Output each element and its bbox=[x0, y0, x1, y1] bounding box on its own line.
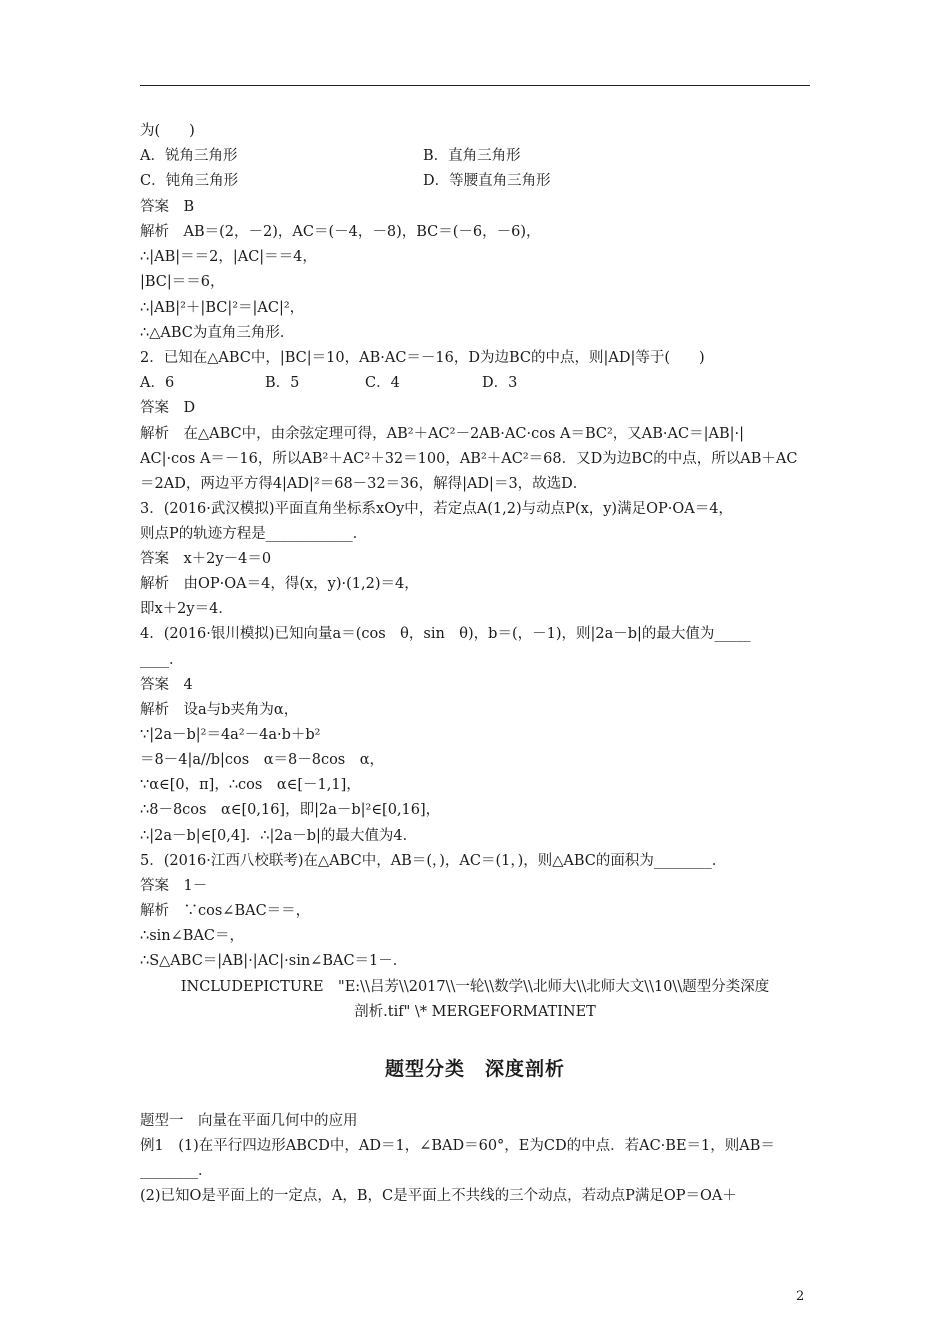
analysis-line: 解析 AB＝(2，－2)，AC＝(－4，－8)，BC＝(－6，－6)， bbox=[140, 224, 541, 240]
q1-options-row-2 bbox=[140, 169, 820, 193]
text-line: ＝2AD，两边平方得4|AD|²＝68－32＝36，解得|AD|＝3，故选D． bbox=[140, 476, 588, 492]
answer-line: 答案 1－ bbox=[140, 878, 208, 894]
text-line: ∵|2a－b|²＝4a²－4a·b＋b² bbox=[140, 727, 321, 743]
include-picture-field-cont: 剖析.tif" \* MERGEFORMATINET bbox=[354, 1004, 596, 1020]
text-line: ∴|AB|²＋|BC|²＝|AC|²， bbox=[140, 300, 305, 316]
text-line: ∴|AB|＝＝2，|AC|＝＝4， bbox=[140, 249, 317, 265]
answer-line: 答案 B bbox=[140, 199, 195, 215]
answer-line: 答案 x＋2y－4＝0 bbox=[140, 551, 272, 567]
topic-title: 题型一 向量在平面几何中的应用 bbox=[140, 1113, 358, 1129]
text-line: AC|·cos A＝－16，所以AB²＋AC²＋32＝100，AB²＋AC²＝68．又D为边BC的中点，所以AB＋AC bbox=[140, 451, 798, 467]
option-d: D．3 bbox=[482, 375, 518, 391]
text-line: ∴|2a－b|∈[0,4]．∴|2a－b|的最大值为4． bbox=[140, 828, 418, 844]
text-line: ∴△ABC为直角三角形． bbox=[140, 325, 295, 341]
option-c: C．4 bbox=[365, 375, 400, 391]
option-b: B．直角三角形 bbox=[423, 148, 521, 164]
text-line: |BC|＝＝6， bbox=[140, 274, 225, 290]
text-line: ∴S△ABC＝|AB|·|AC|·sin∠BAC＝1－． bbox=[140, 953, 408, 969]
option-a: A．6 bbox=[140, 375, 175, 391]
text-line: ∵α∈[0，π]，∴cos α∈[－1,1]， bbox=[140, 777, 361, 793]
text-line: ________． bbox=[140, 1163, 213, 1179]
example-1: 例1 (1)在平行四边形ABCD中，AD＝1，∠BAD＝60°，E为CD的中点．若AC·BE＝1，则AB＝ bbox=[140, 1138, 775, 1154]
question-5: 5．(2016·江西八校联考)在△ABC中，AB＝(，)，AC＝(1，)，则△ABC的面积为________． bbox=[140, 853, 727, 869]
answer-line: 答案 D bbox=[140, 400, 196, 416]
section-heading: 题型分类 深度剖析 bbox=[384, 1058, 565, 1080]
text-line: ∴8－8cos α∈[0,16]，即|2a－b|²∈[0,16]， bbox=[140, 802, 441, 818]
question-3: 3．(2016·武汉模拟)平面直角坐标系xOy中，若定点A(1,2)与动点P(x，y)满足OP·OA＝4， bbox=[140, 501, 733, 517]
include-picture-field: INCLUDEPICTURE "E:\\吕芳\\2017\\一轮\\数学\\北师大\\北师大文\\10\\题型分类深度 bbox=[180, 979, 770, 995]
page-number: 2 bbox=[796, 1289, 805, 1304]
analysis-line: 解析 在△ABC中，由余弦定理可得，AB²＋AC²－2AB·AC·cos A＝BC²，又AB·AC＝|AB|·| bbox=[140, 426, 744, 442]
answer-line: 答案 4 bbox=[140, 677, 193, 693]
option-b: B．5 bbox=[265, 375, 300, 391]
question-2: 2．已知在△ABC中，|BC|＝10，AB·AC＝－16，D为边BC的中点，则|AD|等于( ) bbox=[140, 350, 705, 366]
analysis-line: 解析 ∵cos∠BAC＝＝， bbox=[140, 903, 311, 919]
text-line: 则点P的轨迹方程是____________． bbox=[140, 526, 368, 542]
question-4: 4．(2016·银川模拟)已知向量a＝(cos θ，sin θ)，b＝(，－1)，则|2a－b|的最大值为_____ bbox=[140, 626, 751, 642]
analysis-line: 解析 设a与b夹角为α， bbox=[140, 702, 299, 718]
text-line: ＝8－4|a//b|cos α＝8－8cos α， bbox=[140, 752, 385, 768]
q1-options-row-1 bbox=[140, 144, 820, 168]
option-a: A．锐角三角形 bbox=[140, 148, 238, 164]
text-line: (2)已知O是平面上的一定点，A，B，C是平面上不共线的三个动点，若动点P满足OP＝OA＋ bbox=[140, 1188, 737, 1204]
header-rule bbox=[140, 85, 810, 86]
text-line: ____． bbox=[140, 652, 184, 668]
option-c: C．钝角三角形 bbox=[140, 173, 239, 189]
analysis-line: 解析 由OP·OA＝4，得(x，y)·(1,2)＝4， bbox=[140, 576, 419, 592]
option-d: D．等腰直角三角形 bbox=[423, 173, 551, 189]
text-line: ∴sin∠BAC＝， bbox=[140, 928, 245, 944]
text-line: 为( ) bbox=[140, 123, 195, 139]
text-line: 即x＋2y＝4． bbox=[140, 601, 233, 617]
q2-options-row bbox=[140, 371, 820, 395]
